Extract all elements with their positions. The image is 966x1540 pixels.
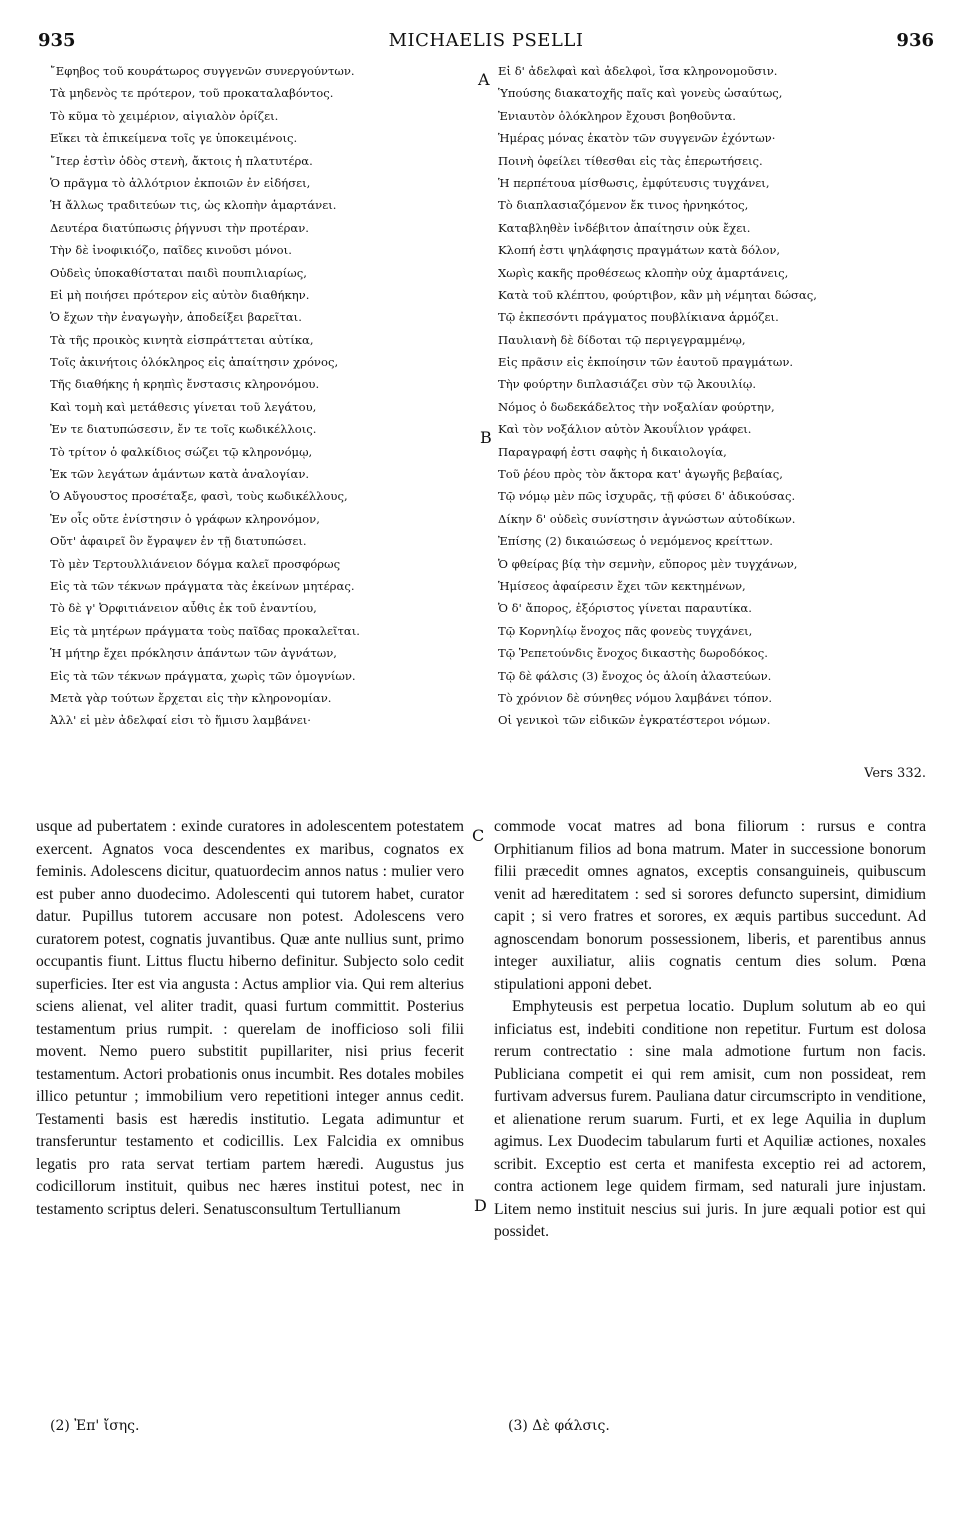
greek-verse-line: Τὸ χρόνιον δὲ σύνηθες νόμου λαμβάνει τόπον. — [498, 690, 773, 705]
greek-verse-line: ῎Ιτερ ἐστὶν ὁδὸς στενὴ, ἄκτοις ἡ πλατυτέρα. — [50, 153, 313, 168]
greek-verse-line: Τὸ μὲν Τερτουλλιάνειον δόγμα καλεῖ προσφόρως — [50, 556, 341, 571]
greek-verse-line: Νόμος ὁ δωδεκάδελτος τὴν νοξαλίαν φούρτην, — [498, 399, 775, 414]
greek-verse-line: ῎Εφηβος τοῦ κουράτωρος συγγενῶν συνεργούντων. — [50, 64, 355, 78]
greek-verse-line: Τῷ νόμῳ μὲν πῶς ἰσχυρᾶς, τῇ φύσει δ' ἀδικούσας. — [498, 489, 796, 504]
greek-verse-line: Τοῖς ἀκινήτοις ὁλόκληρος εἰς ἀπαίτησιν χρόνος, — [50, 355, 339, 370]
greek-verse-line: Καὶ τομὴ καὶ μετάθεσις γίνεται τοῦ λεγάτου, — [50, 399, 317, 414]
greek-verse-line: Ἐπίσης (2) δικαιώσεως ὁ νεμόμενος κρείττων. — [498, 534, 773, 549]
greek-verse-line: Ἡ περπέτουα μίσθωσις, ἐμφύτευσις τυγχάνει, — [498, 175, 770, 190]
greek-verse-line: Ἀλλ' εἰ μὲν ἀδελφαί εἰσι τὸ ἥμισυ λαμβάνει· — [50, 713, 311, 728]
greek-verse-line: Τῆς διαθήκης ἡ κρηπὶς ἔνστασις κληρονόμου. — [50, 377, 320, 392]
latin-translation-column-left — [36, 816, 464, 1221]
margin-letter-a: A — [478, 70, 490, 89]
latin-paragraph: usque ad pubertatem : exinde curatores in adolescentem potestatem exercent. Agnatos voca descendentes ex maribus, cognatos ex feminis. Adolescens dicitur, quatuordecim annos natus : mulier vero est puber anno duodecimo. Adolescenti qui tutorem habet, curator datur. Pupillus tutorem accusare non potest. Adolescens vero curatorem potest, cognatis juvantibus. Quæ ante nullius sunt, primo occupantis fiunt. Littus fluctu hiberno definitur. Subjecto solo cedit superficies. Iter est via angusta : Actus amplior via. Qui rem alterius sciens alienat, vel aliter tradit, quasi furtum committit. Posterius testamentum prius rumpit. : querelam de inofficioso soli filii movent. Nemo puero substitit pupillariter, nisi prius fecerit testamentum. Actori probationis onus incumbit. Res dotales mobiles illico petuntur ; immobilium vero repetitioni integer annus cedit. Testamenti basis est hæredis institutio. Legata adimuntur et transferuntur testamento et codicillis. Lex Falcidia ex omnibus legatis pro rata servat tertiam partem hæredi. Augustus jus codicillorum instituit, quibus nec hæres institui potest, nec in testamento scriptus deleri. Senatusconsultum Tertullianum — [36, 818, 464, 1218]
greek-verse-line: Τὴν δὲ ἰνοφικιόζο, παῖδες κινοῦσι μόνοι. — [50, 243, 292, 258]
greek-verse-line: Τῷ Ῥεπετούνδις ἔνοχος δικαστὴς δωροδόκος. — [498, 646, 768, 661]
greek-verse-line: Χωρὶς κακῆς προθέσεως κλοπὴν οὐχ ἁμαρτάνεις, — [498, 265, 789, 280]
greek-verse-line: Δίκην δ' οὐδεὶς συνίστησιν ἀγνώστων αὐτοδίκων. — [498, 511, 796, 526]
page-number-left: 935 — [38, 30, 76, 51]
running-head — [38, 30, 934, 56]
greek-verse-line: Τὴν φούρτην διπλασιάζει σὺν τῷ Ἀκουιλίῳ. — [498, 377, 757, 392]
margin-letter-b: B — [480, 428, 492, 447]
greek-verse-line: Δευτέρα διατύπωσις ῥήγνυσι τὴν προτέραν. — [50, 220, 309, 235]
greek-verse-line: Καὶ τὸν νοξάλιον αὐτὸν Ἀκουΐλιον γράφει. — [498, 422, 752, 437]
greek-verse-line: Ἐν τε διατυπώσεσιν, ἔν τε τοῖς κωδικέλλοις. — [50, 422, 317, 437]
greek-verse-line: Ἐνιαυτὸν ὁλόκληρον ἔχουσι βοηθοῦντα. — [498, 108, 736, 123]
greek-verse-line: Ἡ ἄλλως τραδιτεύων τις, ὡς κλοπὴν ἁμαρτάνει. — [50, 198, 337, 213]
greek-verse-line: Ἐκ τῶν λεγάτων ἁμάντων κατὰ ἀναλογίαν. — [50, 467, 310, 482]
greek-verse-line: Κλοπή ἐστι ψηλάφησις πραγμάτων κατὰ δόλον, — [498, 243, 781, 258]
greek-verse-line: Τὰ μηδενὸς τε πρότερον, τοῦ προκαταλαβόντος. — [50, 86, 334, 101]
greek-verse-line: Τὸ τρίτον ὁ φαλκίδιος σώζει τῷ κληρονόμῳ, — [50, 444, 313, 459]
greek-verse-line: Τὸ δὲ γ' Ὀρφιτιάνειον αὖθις ἐκ τοῦ ἐναντίου, — [50, 601, 317, 616]
greek-verse-line: Ἡ μήτηρ ἔχει πρόκλησιν ἁπάντων τῶν ἀγνάτων, — [50, 646, 337, 661]
greek-verse-line: Τῷ Κορνηλίῳ ἔνοχος πᾶς φονεὺς τυγχάνει, — [498, 623, 753, 638]
greek-verse-line: Εἴκει τὰ ἐπικείμενα τοῖς γε ὑποκειμένοις. — [50, 131, 298, 146]
verse-count-note: Vers 332. — [864, 766, 926, 781]
greek-verse-line: Παυλιανὴ δὲ δίδοται τῷ περιγεγραμμένῳ, — [498, 332, 746, 347]
footnote-3: (3) Δὲ φάλσις. — [508, 1418, 610, 1434]
greek-verse-line: Ποινὴ ὀφείλει τίθεσθαι εἰς τὰς ἐπερωτήσεις. — [498, 153, 763, 168]
greek-verse-line: Ὁ φθείρας βίᾳ τὴν σεμνὴν, εὔπορος μὲν τυγχάνων, — [498, 556, 798, 571]
greek-verse-line: Οἱ γενικοὶ τῶν εἰδικῶν ἐγκρατέστεροι νόμων. — [498, 713, 771, 728]
greek-verse-line: Ὁ δ' ἄπορος, ἐξόριστος γίνεται παραυτίκα. — [498, 601, 752, 616]
margin-letter-d: D — [474, 1196, 487, 1215]
latin-translation-column-right — [494, 816, 926, 1244]
greek-verse-line: Ὑπούσης διακατοχῆς παῖς καὶ γονεὺς ὡσαύτως, — [498, 86, 783, 101]
greek-verse-line: Ὁ πρᾶγμα τὸ ἀλλότριον ἐκποιῶν ἐν εἰδήσει, — [50, 175, 311, 190]
greek-verse-line: Ὁ Αὔγουστος προσέταξε, φασὶ, τοὺς κωδικέλλους, — [50, 489, 348, 504]
greek-verse-line: Ἡμίσεος ἀφαίρεσιν ἔχει τῶν κεκτημένων, — [498, 578, 746, 593]
greek-verse-line: Εἰ μὴ ποιήσει πρότερον εἰς αὐτὸν διαθήκην. — [50, 287, 310, 302]
footnote-2: (2) Ἐπ' ἴσης. — [50, 1418, 140, 1434]
greek-verse-line: Παραγραφή ἐστι σαφὴς ἡ δικαιολογία, — [498, 444, 727, 459]
greek-verse-line: Οὔτ' ἀφαιρεῖ ὃν ἔγραψεν ἐν τῇ διατυπώσει. — [50, 534, 307, 549]
greek-verse-line: Εἰς τὰ τῶν τέκνων πράγματα, χωρὶς τῶν ὁμογνίων. — [50, 668, 356, 683]
greek-verse-line: Τοῦ ῥέου πρὸς τὸν ἄκτορα κατ' ἀγωγῆς βεβαίας, — [498, 467, 783, 482]
greek-verse-line: Εἰς πρᾶσιν εἰς ἐκποίησιν τῶν ἑαυτοῦ πραγμάτων. — [498, 355, 794, 370]
greek-verse-line: Εἰς τὰ μητέρων πράγματα τοὺς παῖδας προκαλεῖται. — [50, 623, 360, 638]
greek-verse-line: Τῷ ἐκπεσόντι πράγματος πουβλίκιανα ἁρμόζει. — [498, 310, 779, 325]
greek-verse-column-right — [498, 60, 933, 732]
latin-paragraph: Emphyteusis est perpetua locatio. Duplum solutum ab eo qui inficiatus est, indebiti conditione non repetitur. Furtum est dolosa rerum contrectatio : sine mala admotione furtum non facis. Publiciana competit ei qui rem amisit, cum non possideat, rem furtivam adversus furem. Pauliana datur circumscripto in venditione, et alienatione rerum suarum. Furti, et ex lege Aquilia in duplum agimus. Lex Duodecim tabularum furti et Aquiliæ actiones, noxales scribit. Exceptio est certa et manifesta exceptio rei ad actorem, contra actionem lege quidem firmam, sed naturali jure injustam. Litem nemo instituit nescius sui juris. In jure æquali potior est qui possidet. — [494, 998, 926, 1240]
greek-verse-line: Τὰ τῆς προικὸς κινητὰ εἰσπράττεται αὐτίκα, — [50, 332, 314, 347]
greek-verse-line: Τὸ κῦμα τὸ χειμέριον, αἰγιαλὸν ὁρίζει. — [50, 108, 279, 123]
greek-verse-line: Εἰ δ' ἀδελφαὶ καὶ ἀδελφοὶ, ἴσα κληρονομοῦσιν. — [498, 64, 778, 78]
greek-verse-line: Εἰς τὰ τῶν τέκνων πράγματα τὰς ἐκείνων μητέρας. — [50, 578, 355, 593]
margin-letter-c: C — [472, 826, 485, 845]
greek-verse-line: Καταβληθὲν ἰνδέβιτον ἀπαίτησιν οὐκ ἔχει. — [498, 220, 751, 235]
greek-verse-line: Μετὰ γὰρ τούτων ἔρχεται εἰς τὴν κληρονομίαν. — [50, 690, 332, 705]
greek-verse-line: Ὁ ἔχων τὴν ἐναγωγὴν, ἀποδείξει βαρεῖται. — [50, 310, 302, 325]
greek-verse-line: Ἐν οἷς οὔτε ἐνίστησιν ὁ γράφων κληρονόμον, — [50, 511, 320, 526]
greek-verse-column-left — [50, 60, 465, 732]
running-title: MICHAELIS PSELLI — [388, 30, 584, 51]
latin-paragraph: commode vocat matres ad bona filiorum : rursus e contra Orphitianum filios ad bona matrum. Mater in successione bonorum filii præcedit omnes agnatos, exceptis consanguineis, quibuscum venit ad hæreditatem : sed si sorores defuncto supersint, dimidium capit ; si vero fratres et sorores, ex æquis partibus succedunt. Ad agnoscendam bonorum possessionem, liberis, et parentibus annus integer auxiliatur, aliis cognatis centum dies solum. Pœna stipulationi apponi debet. — [494, 818, 926, 993]
page-number-right: 936 — [896, 30, 934, 51]
greek-verse-line: Τὸ διαπλασιαζόμενον ἔκ τινος ἠρνηκότος, — [498, 198, 749, 213]
greek-verse-line: Ἡμέρας μόνας ἑκατὸν τῶν συγγενῶν ἐχόντων· — [498, 131, 776, 146]
greek-verse-line: Οὐδεὶς ὑποκαθίσταται παιδὶ πουπιλιαρίως, — [50, 265, 307, 280]
greek-verse-line: Τῷ δὲ φάλσις (3) ἔνοχος ὁς ἁλοίη ἀλαστεύων. — [498, 668, 772, 683]
greek-verse-line: Κατὰ τοῦ κλέπτου, φούρτιβον, κἂν μὴ νέμηται δώσας, — [498, 287, 817, 302]
